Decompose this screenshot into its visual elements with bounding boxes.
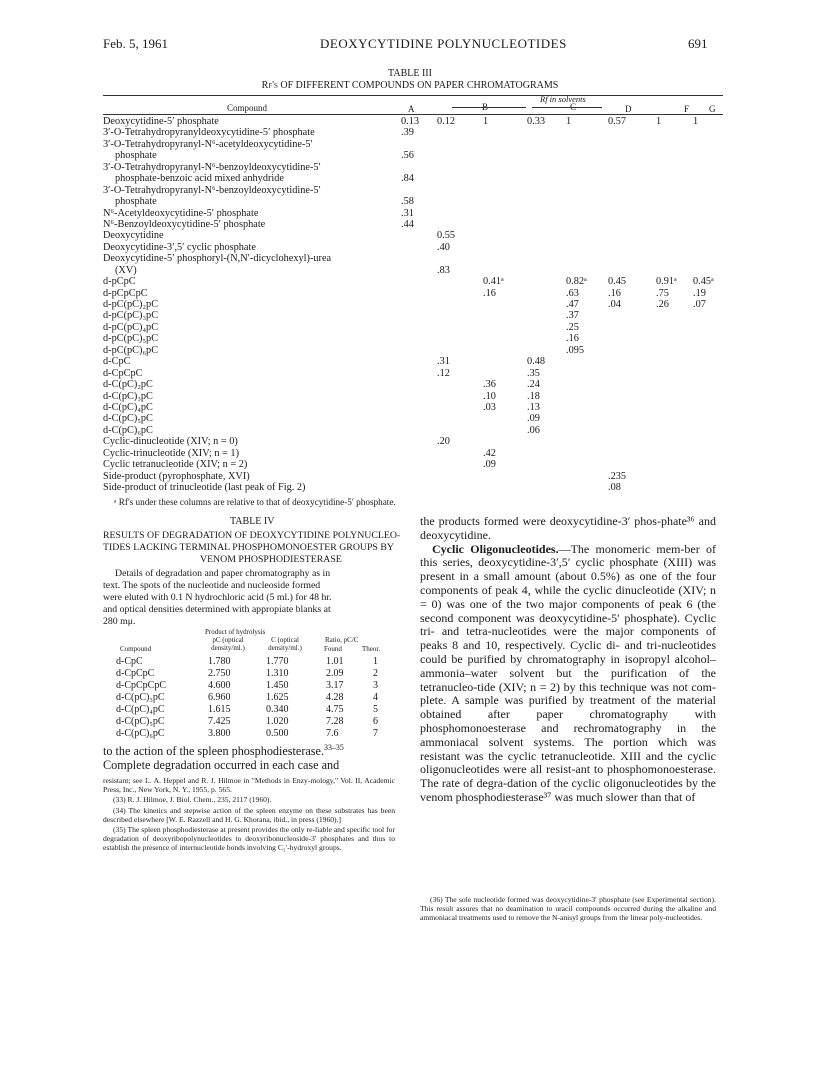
table3-row	[103, 448, 723, 459]
table3-solvents-label: Rf in solvents	[540, 94, 586, 104]
table3-compound: Deoxycytidine-5′ phosphoryl-(N,N′-dicyclohexyl)-urea	[103, 253, 332, 265]
table3-row	[103, 288, 723, 299]
table3-row	[103, 139, 723, 150]
table3-footnote: ᵃ Rf's under these columns are relative to that of deoxycytidine-5′ phosphate.	[114, 497, 396, 507]
right-para1: the products formed were deoxycytidine-3′ phos-phate³⁶ and deoxycytidine.	[420, 514, 716, 542]
table3-compound: 3′-O-Tetrahydropyranyl-N⁶-benzoyldeoxycytidine-5′	[103, 161, 321, 173]
table4-cell-compound: d-CpC	[116, 656, 143, 667]
footnote-36: (36) The sole nucleotide formed was deoxycytidine-3′ phosphate (see Experimental section). This result assures that no deamination to uracil compounds occurred during the alkaline and ammoniacal treatments used to remove the N-anisyl groups from the linear poly-nucleotides.	[420, 895, 716, 923]
table3-cell: 1	[693, 116, 699, 127]
table4-row	[103, 716, 393, 728]
table3-cell: .35	[527, 367, 540, 379]
table4-cell-theor: 6	[373, 716, 378, 727]
table3-row	[103, 482, 723, 493]
table4-desc-line3: were eluted with 0.1 N hydrochloric acid (5 ml.) for 48 hr.	[103, 592, 332, 603]
left-footnotes	[103, 776, 395, 854]
table3-cell: .08	[608, 482, 621, 493]
table3-row	[103, 185, 723, 196]
table3-col-c: C	[570, 102, 577, 112]
table3-label: TABLE III	[388, 68, 432, 79]
table3-cell: .07	[693, 299, 706, 310]
page-number: 691	[688, 36, 708, 51]
table3-cell: .12	[437, 367, 450, 379]
table4-pc-header: pC (optical density/ml.)	[211, 636, 245, 652]
table3-cell: .37	[566, 310, 579, 322]
table3-row	[103, 322, 723, 333]
table4-cell-pc: 6.960	[208, 692, 231, 703]
table3-cell: .44	[401, 218, 414, 230]
table4-cell-pc: 1.615	[208, 704, 231, 715]
table3-cell: 0.91ᵃ	[656, 276, 677, 288]
table3-compound-header: Compound	[227, 103, 268, 113]
table3-cell: .31	[401, 207, 414, 219]
table3-compound: phosphate	[115, 196, 157, 208]
table3-compound: d-pC(pC)₅pC	[103, 333, 159, 345]
table3-compound: d-pC(pC)₆pC	[103, 344, 159, 356]
table4-c-header: C (optical density/ml.)	[268, 636, 302, 652]
table3-cell: 0.48	[527, 356, 546, 368]
table4-cell-c: 0.340	[266, 704, 289, 715]
table3-cell: .42	[483, 447, 496, 459]
header-date: Feb. 5, 1961	[103, 36, 168, 51]
table3-cell: 1	[656, 116, 662, 127]
table3-col-f: F	[684, 104, 690, 114]
table4-row	[103, 680, 393, 692]
table4-cell-c: 1.310	[266, 668, 289, 679]
table3-cell: .40	[437, 241, 450, 253]
table3-cell: 1	[483, 116, 489, 127]
table4-cell-found: 7.28	[326, 716, 344, 727]
table4-body	[103, 656, 393, 740]
table4-desc-line1: Details of degradation and paper chromatography as in	[115, 568, 331, 579]
table3-cell: .20	[437, 436, 450, 448]
table4-product-header: Product of hydrolysis	[205, 628, 266, 636]
table3-compound: d-C(pC)₃pC	[103, 390, 153, 402]
table3-cell: 0.57	[608, 116, 627, 127]
table3-compound: d-CpC	[103, 356, 131, 368]
table3-cell: .75	[656, 287, 669, 299]
table4-cell-found: 4.28	[326, 692, 344, 703]
left-body-line2: Complete degradation occurred in each case and	[103, 758, 340, 772]
table4-desc-line4: and optical densities determined with appropiate blanks at	[103, 604, 331, 615]
table3-cell: .03	[483, 401, 496, 413]
table3-cell: .10	[483, 390, 496, 402]
table3-body	[103, 116, 723, 493]
right-para2-text: —The monomeric mem-ber of this series, deoxycytidine-3′,5′ cyclic phosphate (XIII) was present in a small amount (about 0.5%) as one of the four components of peak 4, while the cyclic dinucleotide (XIV; n = 0) was one of the two major components of peak 6 (the second component was deoxycytidine-5′ phosphate). Cyclic tri- and tetra-nucleotides were the major components of peaks 8 and 10, respectively. Cyclic di- and tri-nucleotides could be purified by chromatography in isopropyl alcohol–ammonia–water solvent but the purification of the tetranucleo-tide (XIV; n = 2) by this technique was not com-plete. A sample was purified by treatment of the material obtained after paper chromatography with phosphomonoesterase and rechromatography in the ammoniacal solvent systems. The portion which was resistant was the cyclic tetranucleotide. XIII and the cyclic oligonucleotides were all resist-ant to phosphomonoesterase. The rate of degra-dation of the cyclic oligonucleotides by the venom phosphodiesterase³⁷ was much slower than that of	[420, 541, 716, 804]
table3-row	[103, 150, 723, 161]
table3-compound: d-C(pC)₆pC	[103, 424, 153, 436]
table4-desc-line2: text. The spots of the nucleotide and nucleoside formed	[103, 580, 321, 591]
table4-title-line1: RESULTS OF DEGRADATION OF DEOXYCYTIDINE POLYNUCLEO-	[103, 530, 401, 541]
table3-row	[103, 379, 723, 390]
table3-compound: phosphate-benzoic acid mixed anhydride	[115, 173, 284, 185]
table3-cell: .16	[483, 287, 496, 299]
table4-row	[103, 656, 393, 668]
table3-compound: phosphate	[115, 150, 157, 162]
table3-compound: Cyclic-trinucleotide (XIV; n = 1)	[103, 447, 240, 459]
table3-compound: d-pCpC	[103, 276, 136, 288]
table4-row	[103, 704, 393, 716]
table4-cell-pc: 1.780	[208, 656, 231, 667]
table3-cell: .09	[483, 459, 496, 471]
table4-label: TABLE IV	[230, 516, 275, 527]
table3-cell: 0.33	[527, 116, 546, 127]
table3-compound: Deoxycytidine-5′ phosphate	[103, 116, 219, 127]
table4-row	[103, 668, 393, 680]
table3-cell: 0.13	[401, 116, 420, 127]
table3-cell: .16	[608, 287, 621, 299]
table3-cell: 0.41ᵃ	[483, 276, 504, 288]
table3-cell: .19	[693, 287, 706, 299]
table3-row	[103, 391, 723, 402]
table3-cell: .84	[401, 173, 414, 185]
table4-cell-found: 1.01	[326, 656, 344, 667]
table4-cell-found: 3.17	[326, 680, 344, 691]
table3-compound: Side-product of trinucleotide (last peak of Fig. 2)	[103, 482, 306, 493]
table3-compound: 3′-O-Tetrahydropyranyl-N⁶-benzoyldeoxycytidine-5′	[103, 184, 321, 196]
table3-row	[103, 162, 723, 173]
table3-cell: 0.45	[608, 276, 627, 288]
table4-cell-compound: d-C(pC)₆pC	[116, 728, 165, 739]
table3-cell: .56	[401, 150, 414, 162]
table3-row	[103, 276, 723, 287]
table3-row	[103, 253, 723, 264]
table3-row	[103, 196, 723, 207]
table3-cell: .36	[483, 379, 496, 391]
footnote-35: (35) The spleen phosphodiesterase at present provides the only re-liable and specific tool for degradation of deoxyribopolynucleotides to deoxyribonucleoside-3′ phosphates and thus to establish the presence of internucleotide bonds involving C₃′-hydroxyl groups.	[103, 825, 395, 853]
table3-compound: d-C(pC)₅pC	[103, 413, 153, 425]
table3-cell: .39	[401, 127, 414, 139]
table3-row	[103, 173, 723, 184]
table3-row	[103, 208, 723, 219]
table3-compound: Deoxycytidine	[103, 230, 164, 242]
table4-ratio-header: Ratio, pC/C	[325, 636, 359, 644]
table4-cell-theor: 1	[373, 656, 378, 667]
table4-cell-found: 2.09	[326, 668, 344, 679]
table4-cell-c: 1.020	[266, 716, 289, 727]
table3-compound: Cyclic tetranucleotide (XIV; n = 2)	[103, 459, 248, 471]
table3-row	[103, 219, 723, 230]
table4-cell-compound: d-CpCpCpC	[116, 680, 167, 691]
table4-desc-line5: 280 mμ.	[103, 616, 136, 627]
table3-row	[103, 402, 723, 413]
table3-row	[103, 127, 723, 138]
right-column	[420, 515, 716, 805]
table3-row	[103, 425, 723, 436]
table3-cell: .095	[566, 344, 585, 356]
table3-top-rule	[103, 95, 723, 96]
table3-col-g: G	[709, 104, 716, 114]
left-body-line1-text: to the action of the spleen phosphodiesterase.	[103, 744, 325, 758]
table3-row	[103, 265, 723, 276]
table3-header-rule	[103, 114, 723, 115]
table3-row	[103, 413, 723, 424]
table4-cell-theor: 3	[373, 680, 378, 691]
table3-cell: .04	[608, 299, 621, 310]
table4-title-line3: VENOM PHOSPHODIESTERASE	[200, 554, 342, 565]
table4-cell-compound: d-C(pC)₄pC	[116, 704, 165, 715]
table3-cell: 0.12	[437, 116, 456, 127]
table3-c-brace	[532, 107, 602, 108]
section-heading: Cyclic Oligonucleotides.	[432, 541, 559, 556]
table4-theor-header: Theor.	[362, 645, 381, 653]
table3-row	[103, 230, 723, 241]
table4-cell-c: 0.500	[266, 728, 289, 739]
table3-cell: 0.82ᵃ	[566, 276, 587, 288]
table3-compound: d-CpCpC	[103, 367, 143, 379]
table4-cell-found: 4.75	[326, 704, 344, 715]
left-body-line1	[103, 744, 344, 759]
table3-cell: .09	[527, 413, 540, 425]
table3-cell: 0.45ᵃ	[693, 276, 714, 288]
table3-b-brace	[452, 107, 526, 108]
footnote-33: (33) R. J. Hilmoe, J. Biol. Chem., 235, 2117 (1960).	[113, 795, 272, 805]
table3-col-b: B	[482, 102, 489, 112]
table3-compound: d-C(pC)₄pC	[103, 401, 153, 413]
right-para2	[420, 543, 716, 805]
table4-compound-header: Compound	[120, 645, 152, 653]
footnote-cont: resistant; see L. A. Heppel and R. J. Hilmoe in "Methods in Enzy-mology," Vol. II, Academic Press, Inc., New York, N. Y., 1955, p. 565.	[103, 776, 395, 795]
table3-cell: .26	[656, 299, 669, 310]
table3-compound: 3′-O-Tetrahydropyranyldeoxycytidine-5′ phosphate	[103, 127, 315, 139]
table3-compound: Side-product (pyrophosphate, XVI)	[103, 470, 250, 482]
table3-cell: 0.55	[437, 230, 456, 242]
table3-cell: .24	[527, 379, 540, 391]
table3-cell: .47	[566, 299, 579, 310]
table4-cell-c: 1.625	[266, 692, 289, 703]
table3-row	[103, 368, 723, 379]
table3-compound: (XV)	[115, 264, 137, 276]
table3-cell: .235	[608, 470, 627, 482]
table3-compound: d-pC(pC)₂pC	[103, 299, 159, 310]
table3-row	[103, 299, 723, 310]
table3-cell: .25	[566, 321, 579, 333]
table4-cell-theor: 5	[373, 704, 378, 715]
table3-row	[103, 356, 723, 367]
table4-cell-pc: 7.425	[208, 716, 231, 727]
table4-cell-pc: 2.750	[208, 668, 231, 679]
table3-compound: Deoxycytidine-3′,5′ cyclic phosphate	[103, 241, 256, 253]
table3-cell: 1	[566, 116, 572, 127]
table3-compound: N⁶-Benzoyldeoxycytidine-5′ phosphate	[103, 218, 266, 230]
table3-cell: .63	[566, 287, 579, 299]
table3-cell: .83	[437, 264, 450, 276]
table4-cell-compound: d-CpCpC	[116, 668, 155, 679]
running-title: DEOXYCYTIDINE POLYNUCLEOTIDES	[320, 36, 567, 51]
table3-cell: .31	[437, 356, 450, 368]
table3-compound: 3′-O-Tetrahydropyranyl-N⁶-acetyldeoxycytidine-5′	[103, 138, 313, 150]
footnote-34: (34) The kinetics and stepwise action of the spleen enzyme on these substrates has been described elsewhere [W. E. Razzell and H. G. Khorana, ibid., in press (1960).]	[103, 805, 395, 824]
table4-cell-pc: 3.800	[208, 728, 231, 739]
table4-row	[103, 728, 393, 740]
left-body-line1-ref: 33–35	[324, 742, 344, 752]
table4-cell-theor: 4	[373, 692, 378, 703]
table3-cell: .13	[527, 401, 540, 413]
table3-col-a: A	[408, 104, 415, 114]
table4-cell-c: 1.450	[266, 680, 289, 691]
table3-row	[103, 333, 723, 344]
table3-compound: d-pCpCpC	[103, 287, 148, 299]
table3-cell: .58	[401, 196, 414, 208]
table3-row	[103, 345, 723, 356]
right-footnote	[420, 895, 716, 924]
table3-title: Rf's OF DIFFERENT COMPOUNDS ON PAPER CHROMATOGRAMS	[261, 80, 559, 91]
table4-found-header: Found	[324, 645, 342, 653]
table3-row	[103, 116, 723, 127]
table3-compound: d-C(pC)₂pC	[103, 379, 153, 391]
table4-cell-theor: 2	[373, 668, 378, 679]
table3-cell: .06	[527, 424, 540, 436]
table4-row	[103, 692, 393, 704]
table3-compound: d-pC(pC)₄pC	[103, 321, 159, 333]
table4-cell-compound: d-C(pC)₃pC	[116, 692, 165, 703]
table3-col-d: D	[625, 104, 632, 114]
table3-cell: .16	[566, 333, 579, 345]
table3-row	[103, 471, 723, 482]
table3-row	[103, 459, 723, 470]
table4-cell-found: 7.6	[326, 728, 339, 739]
table3-compound: d-pC(pC)₃pC	[103, 310, 159, 322]
table3-row	[103, 436, 723, 447]
table3-compound: N⁶-Acetyldeoxycytidine-5′ phosphate	[103, 207, 259, 219]
table4-cell-compound: d-C(pC)₅pC	[116, 716, 165, 727]
table4-title-line2: TIDES LACKING TERMINAL PHOSPHOMONOESTER GROUPS BY	[103, 542, 394, 553]
table4-cell-pc: 4.600	[208, 680, 231, 691]
table3-row	[103, 242, 723, 253]
table3-row	[103, 310, 723, 321]
table4-cell-c: 1.770	[266, 656, 289, 667]
table4-cell-theor: 7	[373, 728, 378, 739]
table3-compound: Cyclic-dinucleotide (XIV; n = 0)	[103, 436, 238, 448]
table3-cell: .18	[527, 390, 540, 402]
